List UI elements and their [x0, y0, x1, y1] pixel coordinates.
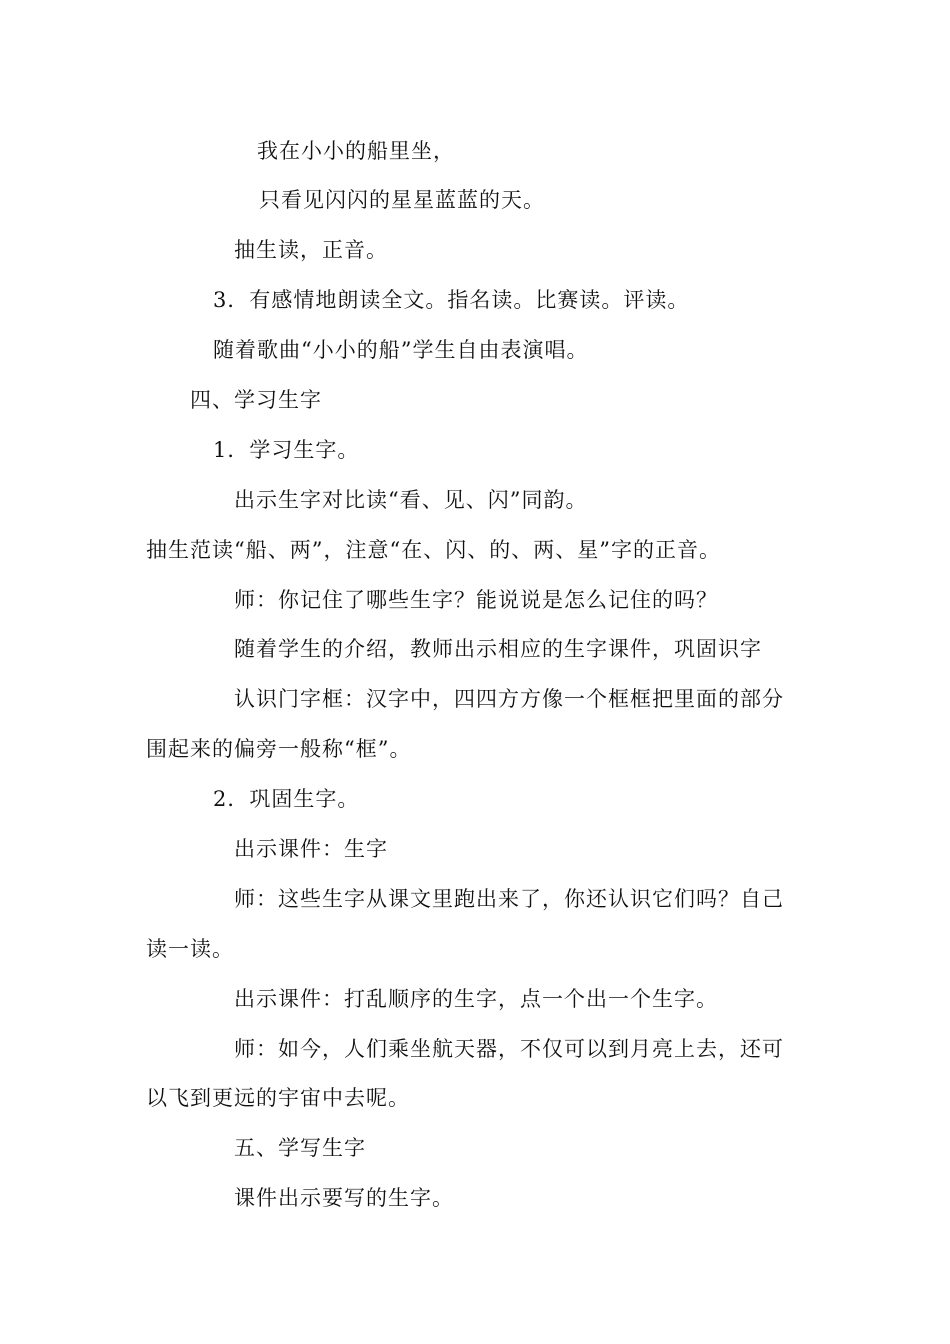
paragraph-text: 抽生读，正音。 — [234, 238, 388, 262]
paragraph-continuation: 以飞到更远的宇宙中去呢。 — [146, 1086, 410, 1110]
numbered-step: 3．有感情地朗读全文。指名读。比赛读。评读。 — [213, 288, 690, 312]
paragraph-continuation: 读一读。 — [146, 937, 234, 961]
paragraph-text: 出示生字对比读“看、见、闪”同韵。 — [234, 488, 588, 512]
poem-line-2: 只看见闪闪的星星蓝蓝的天。 — [259, 188, 545, 212]
paragraph-text: 出示课件：生字 — [234, 837, 388, 861]
numbered-step: 1．学习生字。 — [213, 438, 360, 462]
paragraph-continuation: 围起来的偏旁一般称“框”。 — [146, 737, 412, 761]
paragraph-text: 随着歌曲“小小的船”学生自由表演唱。 — [213, 338, 589, 362]
section-heading-four: 四、学习生字 — [190, 388, 322, 412]
paragraph-text: 认识门字框：汉字中，四四方方像一个框框把里面的部分 — [234, 687, 784, 711]
paragraph-text: 随着学生的介绍，教师出示相应的生字课件，巩固识字 — [234, 637, 762, 661]
paragraph-text: 师：如今，人们乘坐航天器，不仅可以到月亮上去，还可 — [234, 1037, 784, 1061]
paragraph-text: 出示课件：打乱顺序的生字，点一个出一个生字。 — [234, 987, 718, 1011]
section-heading-five: 五、学写生字 — [234, 1136, 366, 1160]
numbered-step: 2．巩固生字。 — [213, 787, 360, 811]
paragraph-text: 抽生范读“船、两”，注意“在、闪、的、两、星”字的正音。 — [146, 538, 721, 562]
poem-line-1: 我在小小的船里坐， — [257, 139, 455, 163]
paragraph-text: 师：你记住了哪些生字？能说说是怎么记住的吗？ — [234, 588, 718, 612]
paragraph-text: 师：这些生字从课文里跑出来了，你还认识它们吗？自己 — [234, 887, 784, 911]
paragraph-text: 课件出示要写的生字。 — [234, 1186, 454, 1210]
